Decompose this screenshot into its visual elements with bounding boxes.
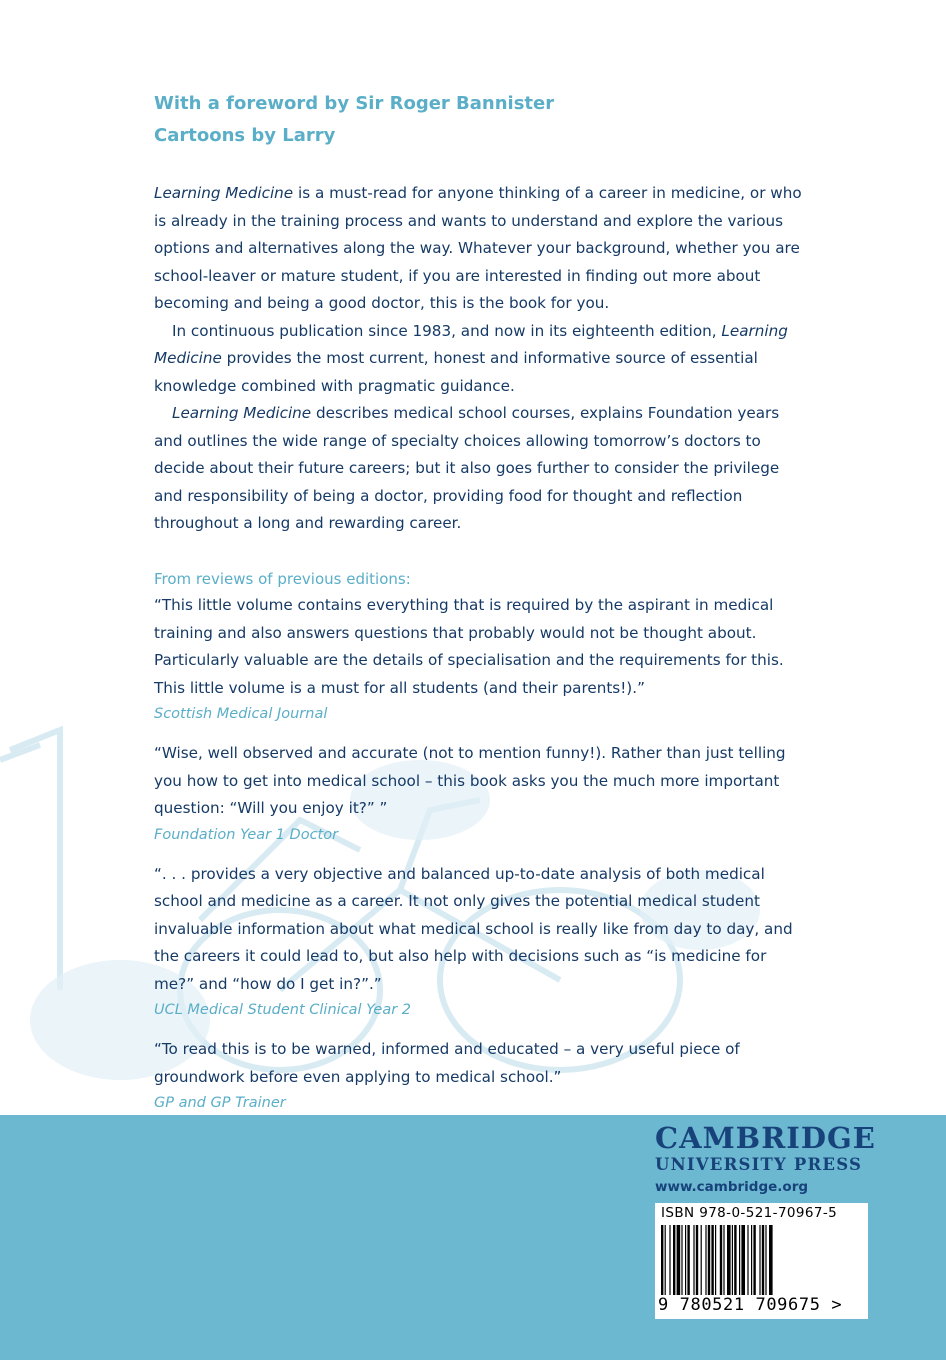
barcode-number: 9 780521 709675 >: [658, 1295, 866, 1315]
barcode-bar: [734, 1225, 736, 1297]
barcode-bar: [759, 1225, 760, 1297]
barcode-bars: [661, 1225, 861, 1297]
book-title: Learning Medicine: [154, 184, 294, 202]
barcode-bar: [732, 1225, 733, 1297]
review-item: [154, 740, 794, 847]
reviews-section: [154, 567, 794, 1129]
description-paragraph-2: [154, 318, 802, 401]
review-quote: “Wise, well observed and accurate (not to mention funny!). Rather than just telling you how to get into medical school – this book asks you the much more important question: “Will you enjoy it?” ”: [154, 744, 786, 817]
barcode-bar: [701, 1225, 702, 1297]
paragraph-text: provides the most current, honest and informative source of essential knowledge combined with pragmatic guidance.: [154, 349, 758, 395]
review-source: Foundation Year 1 Doctor: [154, 826, 339, 843]
barcode-bar: [705, 1225, 706, 1297]
paragraph-text: In continuous publication since 1983, and now in its eighteenth edition,: [172, 321, 722, 340]
publisher-url: www.cambridge.org: [655, 1179, 809, 1195]
reviews-heading: From reviews of previous editions:: [154, 570, 411, 588]
description-paragraph-3: [154, 400, 802, 538]
barcode-bar: [751, 1225, 752, 1297]
review-quote: “To read this is to be warned, informed and educated – a very useful piece of groundwork before even applying to medical school.”: [154, 1040, 740, 1086]
barcode-bar: [753, 1225, 755, 1297]
barcode-bar: [741, 1225, 745, 1297]
cartoons-credit: Cartoons by Larry: [154, 125, 336, 146]
barcode-bar: [677, 1225, 681, 1297]
isbn-barcode: [655, 1203, 868, 1319]
barcode-bar: [762, 1225, 764, 1297]
review-item: [154, 861, 794, 1023]
book-title: Learning Medicine: [154, 321, 788, 367]
review-item: [154, 592, 794, 726]
barcode-bar: [720, 1225, 722, 1297]
barcode-bar: [711, 1225, 713, 1297]
barcode-bar: [693, 1225, 694, 1297]
review-quote: “This little volume contains everything that is required by the aspirant in medical training and also answers questions that probably would not be thought about. Particularly valuable are the details of specialisation and the requirements for this. This little volume is a must for all students (and their parents!).”: [154, 596, 784, 697]
book-title: Learning Medicine: [172, 404, 312, 422]
barcode-bar: [765, 1225, 766, 1297]
barcode-bar: [747, 1225, 748, 1297]
barcode-bar: [708, 1225, 710, 1297]
footer-band: [0, 1115, 946, 1360]
barcode-bar: [723, 1225, 724, 1297]
barcode-bar: [681, 1225, 682, 1297]
publisher-name: CAMBRIDGE: [655, 1121, 876, 1155]
barcode-bar: [673, 1225, 675, 1297]
barcode-bar: [715, 1225, 716, 1297]
review-source: UCL Medical Student Clinical Year 2: [154, 1002, 412, 1018]
isbn-label: ISBN 978-0-521-70967-5: [661, 1205, 838, 1221]
review-quote: “. . . provides a very objective and balanced up-to-date analysis of both medical school and medicine as a career. It not only gives the potential medical student invaluable information about what medical school is really like from day to day, and the careers it could lead to, but also help with decisions such as “is medicine for me?” and “how do I get in?”.”: [154, 864, 793, 993]
publisher-subtitle: UNIVERSITY PRESS: [655, 1155, 863, 1174]
review-source: GP and GP Trainer: [154, 1095, 286, 1111]
book-description: [154, 180, 802, 538]
barcode-bar: [687, 1225, 689, 1297]
barcode-bar: [661, 1225, 663, 1297]
barcode-bar: [769, 1225, 773, 1297]
description-paragraph-1: [154, 180, 802, 318]
barcode-bar: [665, 1225, 666, 1297]
barcode-bar: [685, 1225, 686, 1297]
barcode-bar: [669, 1225, 670, 1297]
review-source: Scottish Medical Journal: [154, 706, 328, 722]
publisher-logo: [655, 1121, 875, 1199]
review-item: [154, 1036, 794, 1115]
barcode-bar: [739, 1225, 740, 1297]
barcode-bar: [696, 1225, 698, 1297]
paragraph-text: is a must-read for anyone thinking of a career in medicine, or who is already in the training process and wants to understand and explore the various options and alternatives along the way. Whatever your background, whether you are school-leaver or mature student, if you are interested in finding out more about becoming and being a good doctor, this is the book for you.: [154, 184, 802, 312]
barcode-bar: [727, 1225, 731, 1297]
paragraph-text: describes medical school courses, explains Foundation years and outlines the wide range of specialty choices allowing tomorrow’s doctors to decide about their future careers; but it also goes further to consider the privilege and responsibility of being a doctor, providing food for thought and reflection throughout a long and rewarding career.: [154, 404, 780, 532]
foreword-credit: With a foreword by Sir Roger Bannister: [154, 93, 555, 114]
header: [154, 88, 554, 152]
